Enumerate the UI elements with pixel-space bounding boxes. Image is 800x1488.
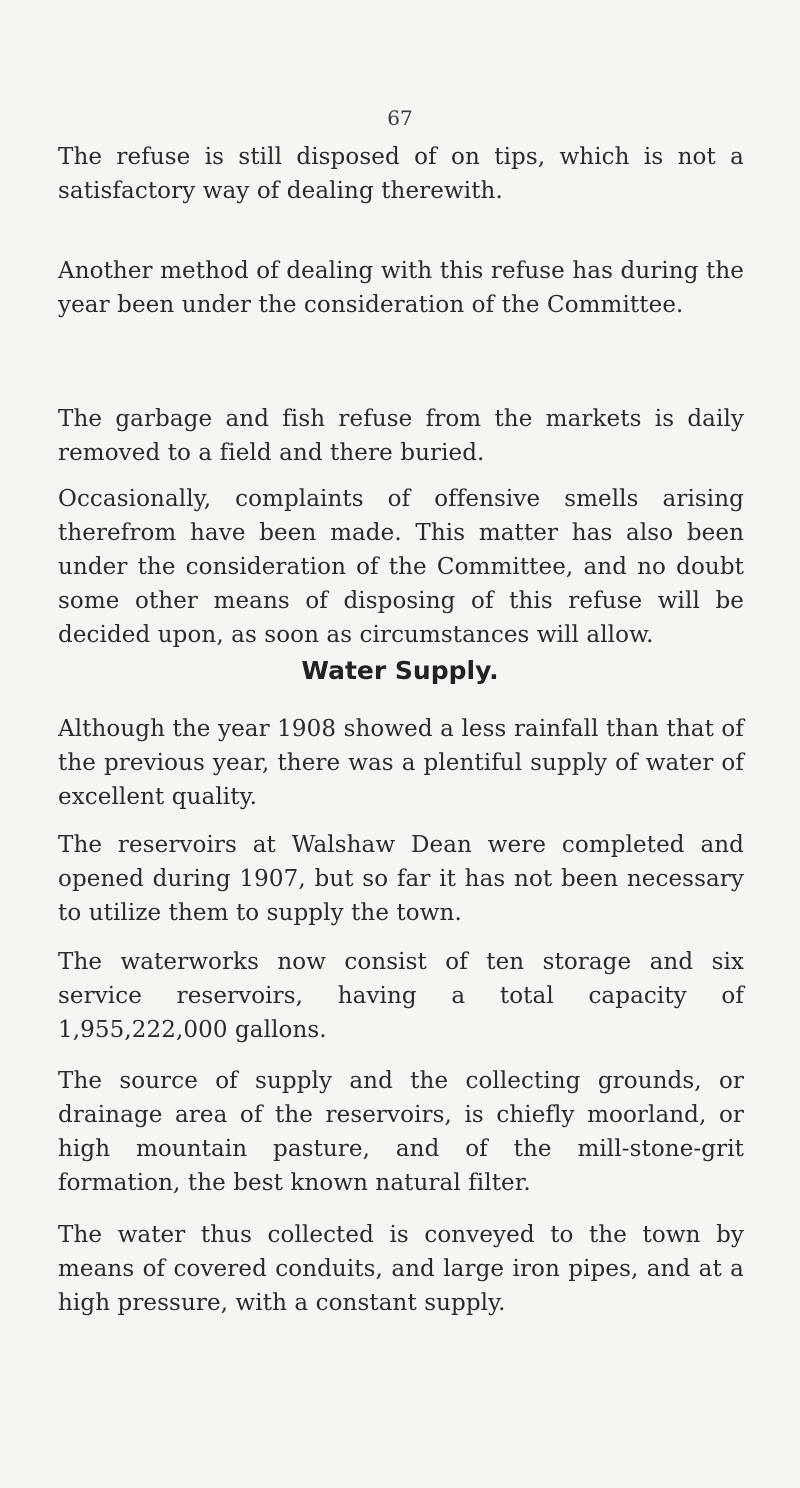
paragraph-waterworks-capacity: The waterworks now consist of ten storage and six service reservoirs, having a total capacity of 1,955,222,000 gallons. (58, 949, 744, 1043)
paragraph-refuse-tips: The refuse is still disposed of on tips, which is not a satisfactory way of dealing therewith. (58, 144, 744, 204)
paragraph-complaints: Occasionally, complaints of offensive smells arising therefrom have been made. This matter has also been under the consideration of the Committee, and no doubt some other means of disposing of this refuse will be decided upon, as soon as circumstances will allow. (58, 486, 744, 648)
paragraph-rainfall: Although the year 1908 showed a less rainfall than that of the previous year, there was a plentiful supply of water of excellent quality. (58, 716, 744, 810)
paragraph-reservoirs-walshaw: The reservoirs at Walshaw Dean were completed and opened during 1907, but so far it has not been necessary to utilize them to supply the town. (58, 832, 744, 926)
section-heading-water-supply: Water Supply. (301, 656, 499, 685)
page-number: 67 (387, 106, 413, 130)
paragraph-supply-source: The source of supply and the collecting grounds, or drainage area of the reservoirs, is chiefly moorland, or high mountain pasture, and of the mill-stone-grit formation, the best known natural filter. (58, 1068, 744, 1196)
paragraph-garbage-fish: The garbage and fish refuse from the markets is daily removed to a field and there buried. (58, 406, 744, 466)
paragraph-conveyance: The water thus collected is conveyed to the town by means of covered conduits, and large iron pipes, and at a high pressure, with a constant supply. (58, 1222, 744, 1316)
paragraph-refuse-method: Another method of dealing with this refuse has during the year been under the consideration of the Committee. (58, 258, 744, 318)
